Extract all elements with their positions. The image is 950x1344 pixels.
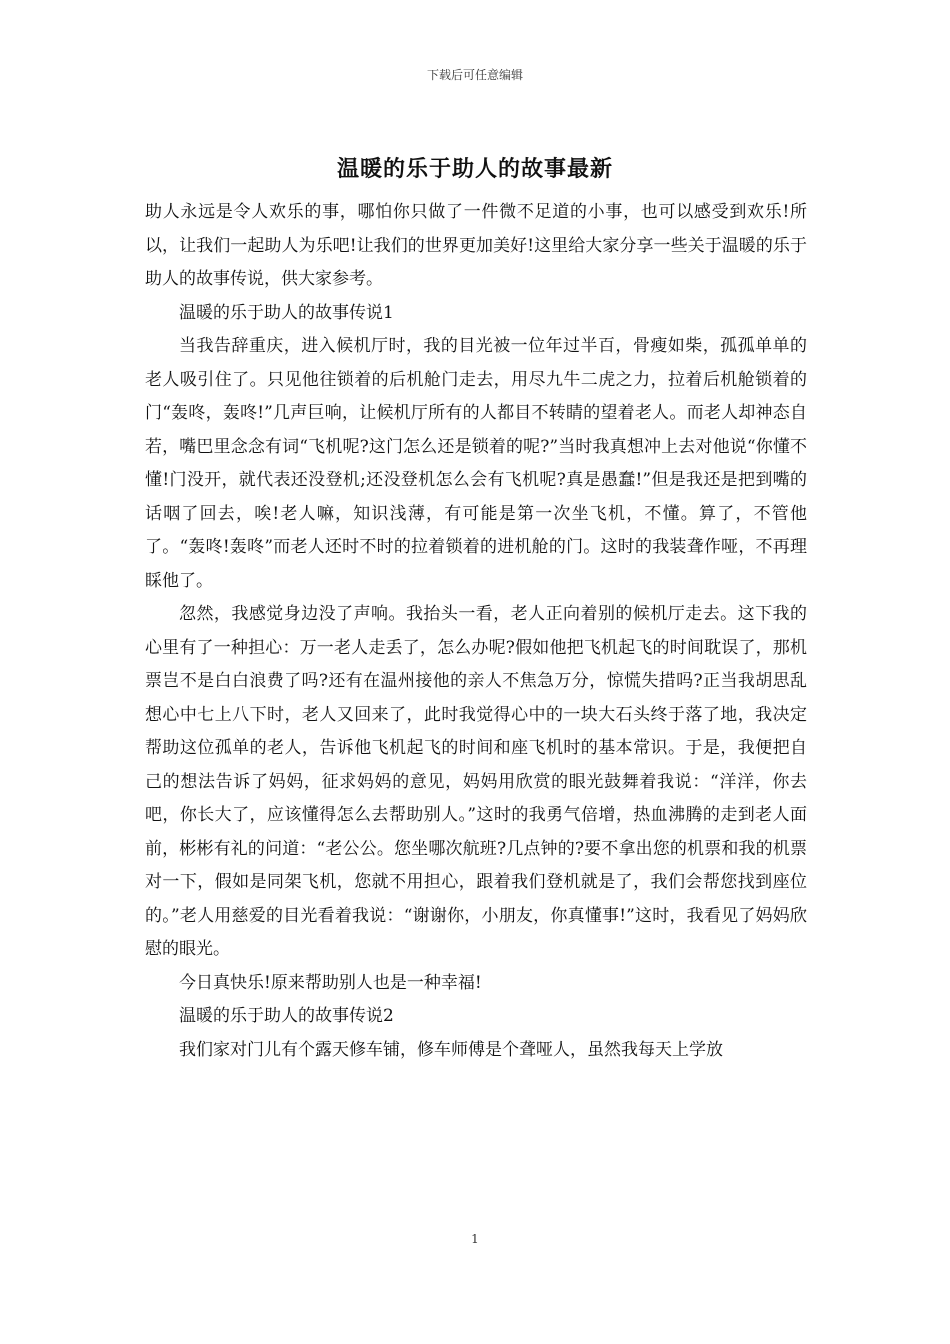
story-paragraph: 今日真快乐!原来帮助别人也是一种幸福! [179,972,482,993]
story-paragraph: 我们家对门儿有个露天修车铺，修车师傅是个聋哑人，虽然我每天上学放 [179,1039,723,1060]
story-paragraph: 忽然，我感觉身边没了声响。我抬头一看，老人正向着别的候机厅走去。这下我的心里有了一种担心：万一老人走丢了，怎么办呢?假如他把飞机起飞的时间耽误了，那机票岂不是白白浪费了吗?还有在温州接他的亲人不焦急万分，惊慌失措吗?正当我胡思乱想心中七上八下时，老人又回来了，此时我觉得心中的一块大石头终于落了地，我决定帮助这位孤单的老人，告诉他飞机起飞的时间和座飞机时的基本常识。于是，我便把自己的想法告诉了妈妈，征求妈妈的意见，妈妈用欣赏的眼光鼓舞着我说：“洋洋，你去吧，你长大了，应该懂得怎么去帮助别人。”这时的我勇气倍增，热血沸腾的走到老人面前，彬彬有礼的问道：“老公公。您坐哪次航班?几点钟的?要不拿出您的机票和我的机票对一下，假如是同架飞机，您就不用担心，跟着我们登机就是了，我们会帮您找到座位的。”老人用慈爱的目光看着我说：“谢谢你，小朋友，你真懂事!”这时，我看见了妈妈欣慰的眼光。 [145,604,807,959]
document-body [145,196,807,1067]
section-heading-1: 温暖的乐于助人的故事传说1 [179,302,394,323]
document-title: 温暖的乐于助人的故事最新 [336,156,613,182]
section-heading-2: 温暖的乐于助人的故事传说2 [179,1006,394,1026]
intro-paragraph: 助人永远是令人欢乐的事，哪怕你只做了一件微不足道的小事，也可以感受到欢乐!所以，让我们一起助人为乐吧!让我们的世界更加美好!这里给大家分享一些关于温暖的乐于助人的故事传说，供大家参考。 [145,202,807,289]
page-number: 1 [471,1232,479,1246]
page-header: 下载后可任意编辑 [426,68,523,82]
story-paragraph: 当我告辞重庆，进入候机厅时，我的目光被一位年过半百，骨瘦如柴，孤孤单单的老人吸引住了。只见他往锁着的后机舱门走去，用尽九牛二虎之力，拉着后机舱锁着的门“轰咚，轰咚!”几声巨响，让候机厅所有的人都目不转睛的望着老人。而老人却神态自若，嘴巴里念念有词“飞机呢?这门怎么还是锁着的呢?”当时我真想冲上去对他说“你懂不懂!门没开，就代表还没登机;还没登机怎么会有飞机呢?真是愚蠢!”但是我还是把到嘴的话咽了回去，唉!老人嘛，知识浅薄，有可能是第一次坐飞机，不懂。算了，不管他了。“轰咚!轰咚”而老人还时不时的拉着锁着的进机舱的门。这时的我装聋作哑，不再理睬他了。 [145,336,807,591]
